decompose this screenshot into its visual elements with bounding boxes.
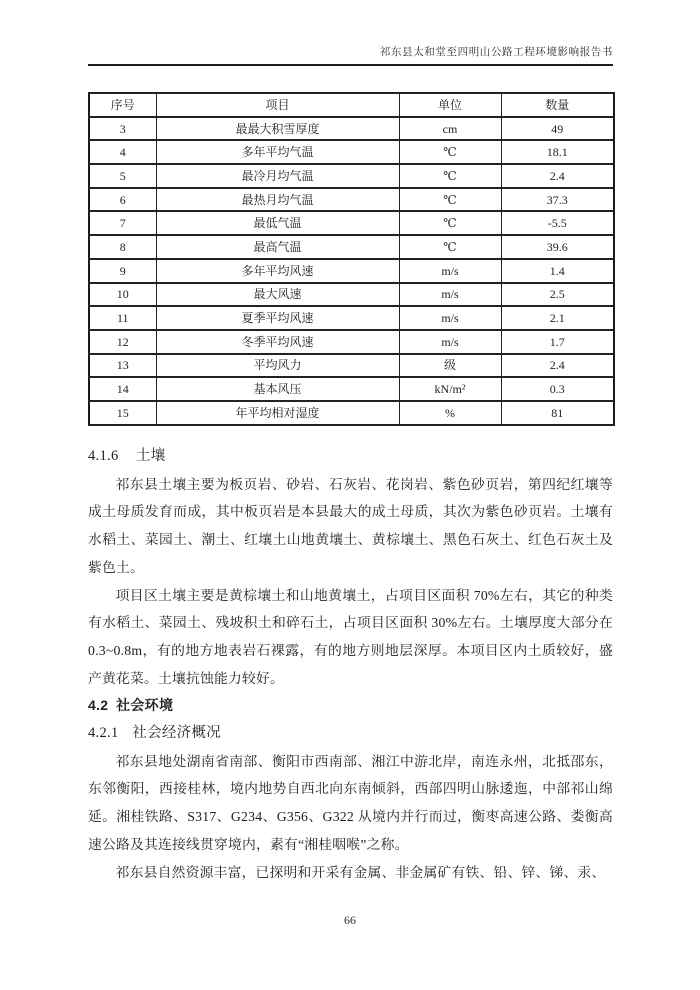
- cell-quantity: 2.4: [501, 354, 614, 378]
- cell-item: 最最大积雪厚度: [156, 117, 399, 141]
- cell-seq: 14: [89, 377, 156, 401]
- section-heading-4-2-1: [88, 720, 613, 748]
- table-row: [89, 235, 614, 259]
- cell-seq: 12: [89, 330, 156, 354]
- table-row: [89, 140, 614, 164]
- section-number: 4.2.1: [88, 725, 119, 742]
- cell-seq: 8: [89, 235, 156, 259]
- table-row: [89, 330, 614, 354]
- cell-quantity: 81: [501, 401, 614, 425]
- cell-quantity: 1.7: [501, 330, 614, 354]
- col-header-quantity: 数量: [501, 93, 614, 117]
- cell-item: 多年平均气温: [156, 140, 399, 164]
- climate-table-wrap: [88, 92, 613, 426]
- cell-unit: m/s: [399, 259, 501, 283]
- cell-unit: cm: [399, 117, 501, 141]
- cell-item: 平均风力: [156, 354, 399, 378]
- cell-quantity: 1.4: [501, 259, 614, 283]
- cell-item: 夏季平均风速: [156, 306, 399, 330]
- running-header: [88, 44, 613, 66]
- cell-item: 年平均相对湿度: [156, 401, 399, 425]
- section-title: 社会环境: [116, 697, 174, 714]
- cell-quantity: 2.1: [501, 306, 614, 330]
- table-row: [89, 283, 614, 307]
- table-row: [89, 164, 614, 188]
- paragraph-soil-1: 祁东县土壤主要为板页岩、砂岩、石灰岩、花岗岩、紫色砂页岩，第四纪红壤等成土母质发育而成，其中板页岩是本县最大的成土母质，其次为紫色砂页岩。土壤有水稻土、菜园土、潮土、红壤土山地黄壤土、黄棕壤土、黑色石灰土、红色石灰土及紫色土。: [88, 476, 613, 575]
- col-header-seq: 序号: [89, 93, 156, 117]
- cell-item: 最高气温: [156, 235, 399, 259]
- cell-item: 多年平均风速: [156, 259, 399, 283]
- table-row: [89, 377, 614, 401]
- col-header-item: 项目: [156, 93, 399, 117]
- paragraph-social-2: 祁东县自然资源丰富，已探明和开采有金属、非金属矿有铁、铅、锌、锑、汞、: [115, 864, 606, 880]
- cell-quantity: 37.3: [501, 188, 614, 212]
- table-row: [89, 188, 614, 212]
- running-header-title: 祁东县太和堂至四明山公路工程环境影响报告书: [379, 47, 613, 58]
- page-footer: [0, 913, 700, 928]
- paragraph-social-1: 祁东县地处湖南省南部、衡阳市西南部、湘江中游北岸，南连永州，北抵邵东，东邻衡阳，西接桂林，境内地势自西北向东南倾斜，西部四明山脉逶迤，中部祁山绵延。湘桂铁路、S317、G234、G356、G322 从境内并行而过，衡枣高速公路、娄衡高速公路及其连接线贯穿境内，素有“湘桂咽喉”之称。: [88, 753, 613, 852]
- cell-quantity: 0.3: [501, 377, 614, 401]
- section-number: 4.1.6: [88, 448, 119, 464]
- cell-unit: 级: [399, 354, 501, 378]
- cell-seq: 4: [89, 140, 156, 164]
- cell-quantity: -5.5: [501, 211, 614, 235]
- table-header-row: [89, 93, 614, 117]
- cell-unit: ℃: [399, 140, 501, 164]
- cell-unit: ℃: [399, 188, 501, 212]
- cell-item: 最低气温: [156, 211, 399, 235]
- section-heading-4-2: [88, 692, 613, 720]
- cell-item: 冬季平均风速: [156, 330, 399, 354]
- cell-seq: 15: [89, 401, 156, 425]
- cell-quantity: 18.1: [501, 140, 614, 164]
- section-title: 社会经济概况: [132, 725, 222, 742]
- table-row: [89, 306, 614, 330]
- cell-item: 基本风压: [156, 377, 399, 401]
- col-header-unit: 单位: [399, 93, 501, 117]
- cell-unit: m/s: [399, 283, 501, 307]
- cell-unit: %: [399, 401, 501, 425]
- cell-seq: 11: [89, 306, 156, 330]
- cell-unit: ℃: [399, 235, 501, 259]
- cell-unit: ℃: [399, 164, 501, 188]
- section-heading-4-1-6: [88, 443, 613, 471]
- cell-item: 最大风速: [156, 283, 399, 307]
- cell-seq: 6: [89, 188, 156, 212]
- table-row: [89, 117, 614, 141]
- cell-unit: ℃: [399, 211, 501, 235]
- cell-item: 最热月均气温: [156, 188, 399, 212]
- cell-seq: 7: [89, 211, 156, 235]
- cell-unit: kN/m²: [399, 377, 501, 401]
- body-text: [88, 443, 613, 886]
- cell-seq: 3: [89, 117, 156, 141]
- cell-seq: 13: [89, 354, 156, 378]
- table-row: [89, 401, 614, 425]
- section-number: 4.2: [88, 697, 109, 714]
- cell-seq: 5: [89, 164, 156, 188]
- cell-seq: 10: [89, 283, 156, 307]
- cell-quantity: 49: [501, 117, 614, 141]
- cell-item: 最冷月均气温: [156, 164, 399, 188]
- cell-quantity: 2.5: [501, 283, 614, 307]
- table-row: [89, 211, 614, 235]
- cell-unit: m/s: [399, 330, 501, 354]
- cell-seq: 9: [89, 259, 156, 283]
- cell-quantity: 2.4: [501, 164, 614, 188]
- climate-table: [88, 92, 615, 426]
- cell-quantity: 39.6: [501, 235, 614, 259]
- table-row: [89, 354, 614, 378]
- section-title: 土壤: [135, 448, 166, 464]
- table-row: [89, 259, 614, 283]
- paragraph-soil-2: 项目区土壤主要是黄棕壤土和山地黄壤土，占项目区面积 70%左右，其它的种类有水稻土、菜园土、残坡积土和碎石土，占项目区面积 30%左右。土壤厚度大部分在 0.3~0.8m，有的地方地表岩石裸露，有的地方则地层深厚。本项目区内土质较好，盛产黄花菜。土壤抗蚀能力较好。: [88, 587, 613, 686]
- page-number: 66: [344, 913, 356, 927]
- cell-unit: m/s: [399, 306, 501, 330]
